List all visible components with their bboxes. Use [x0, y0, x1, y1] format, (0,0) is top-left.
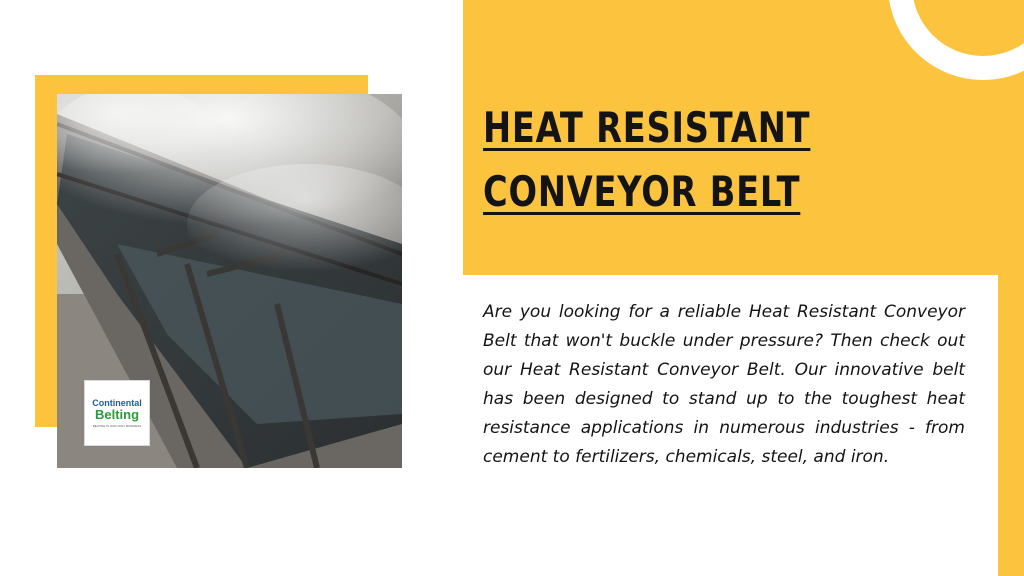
decorative-stripe-top	[998, 95, 1024, 275]
logo-text-line2: Belting	[94, 406, 140, 422]
decorative-stripe	[998, 275, 1024, 576]
logo-tagline: BELTING IS OUR ONLY BUSINESS	[92, 423, 142, 428]
company-logo	[84, 380, 150, 446]
title-line-1: HEAT RESISTANT	[483, 103, 811, 152]
title-line-2: CONVEYOR BELT	[483, 167, 801, 216]
description-text: Are you looking for a reliable Heat Resistant Conveyor Belt that won't buckle under pressure? Then check out our Heat Resistant Conveyor Belt. Our innovative belt has been designed to stand up to the toughest heat resistance applications in numerous industries - from cement to fertilizers, chemicals, steel, and iron.	[483, 302, 965, 467]
page-title	[483, 96, 883, 224]
logo-text-line1: Continental	[92, 397, 142, 408]
